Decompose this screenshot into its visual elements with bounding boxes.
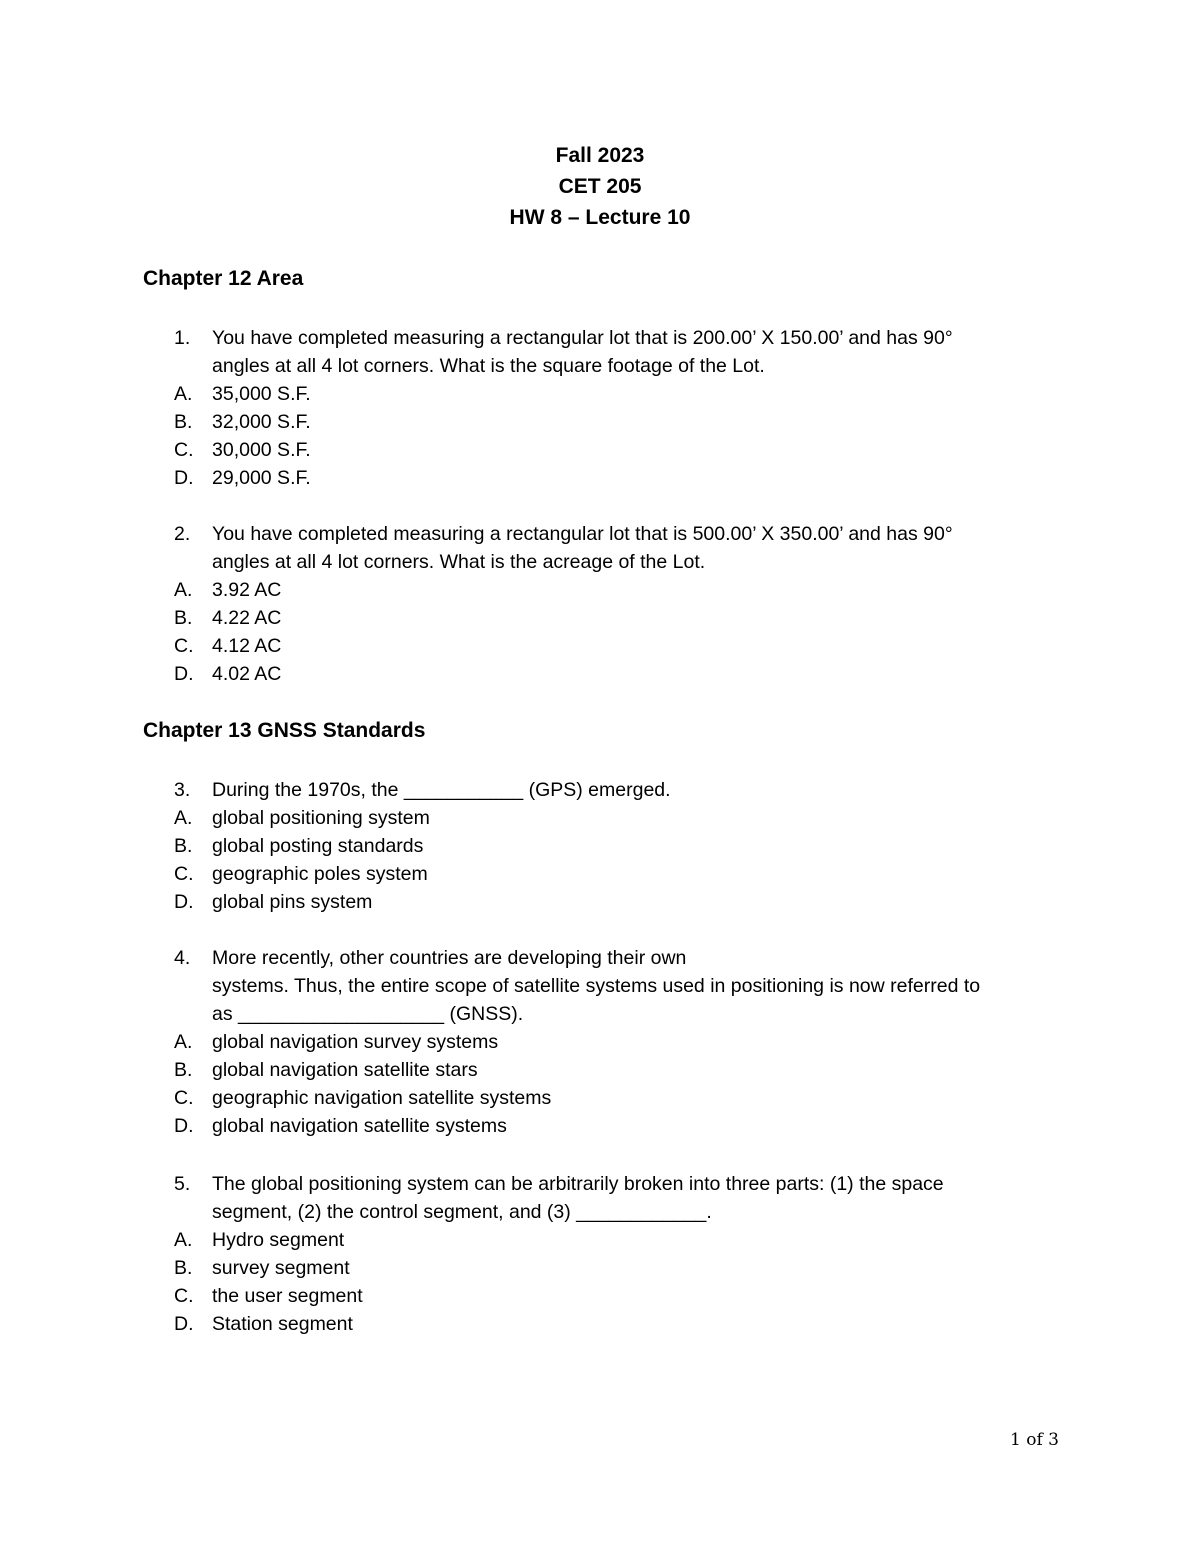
question-line: [174, 1170, 1074, 1198]
answer-option: [174, 888, 1074, 916]
answer-option: [174, 1254, 1074, 1282]
chapter-12-heading: Chapter 12 Area: [143, 267, 304, 290]
option-text: global pins system: [212, 891, 373, 913]
question-text: You have completed measuring a rectangular lot that is 500.00’ X 350.00’ and has 90°: [212, 523, 953, 545]
option-letter: A.: [174, 1229, 193, 1251]
option-text: 3.92 AC: [212, 579, 282, 601]
question-text: During the 1970s, the ___________ (GPS) emerged.: [212, 779, 671, 801]
answer-option: [174, 408, 1074, 436]
question-number: 5.: [174, 1173, 191, 1195]
option-letter: C.: [174, 1285, 194, 1307]
answer-option: [174, 860, 1074, 888]
answer-option: [174, 1282, 1074, 1310]
option-text: 32,000 S.F.: [212, 411, 311, 433]
question-line: [174, 944, 1074, 972]
option-letter: A.: [174, 807, 193, 829]
question-5: [174, 1170, 1074, 1338]
option-text: survey segment: [212, 1257, 350, 1279]
question-2: [174, 520, 1074, 688]
option-letter: B.: [174, 1059, 193, 1081]
question-text: More recently, other countries are developing their own: [212, 947, 687, 969]
question-line: [174, 1000, 1074, 1028]
question-line: [174, 776, 1074, 804]
option-text: 30,000 S.F.: [212, 439, 311, 461]
answer-option: [174, 1112, 1074, 1140]
answer-option: [174, 464, 1074, 492]
option-letter: D.: [174, 1313, 194, 1335]
question-line: [174, 352, 1074, 380]
option-text: global navigation survey systems: [212, 1031, 499, 1053]
option-text: global navigation satellite systems: [212, 1115, 507, 1137]
question-number: 3.: [174, 779, 191, 801]
question-line: [174, 324, 1074, 352]
option-text: global navigation satellite stars: [212, 1059, 478, 1081]
question-text: You have completed measuring a rectangular lot that is 200.00’ X 150.00’ and has 90°: [212, 327, 953, 349]
option-letter: C.: [174, 439, 194, 461]
option-letter: C.: [174, 863, 194, 885]
option-letter: C.: [174, 1087, 194, 1109]
question-line: [174, 1198, 1074, 1226]
option-letter: D.: [174, 663, 194, 685]
option-letter: C.: [174, 635, 194, 657]
option-text: global positioning system: [212, 807, 430, 829]
answer-option: [174, 660, 1074, 688]
question-text: segment, (2) the control segment, and (3) ____________.: [212, 1201, 712, 1223]
question-number: 4.: [174, 947, 191, 969]
question-text: systems. Thus, the entire scope of satellite systems used in positioning is now referred to: [212, 975, 981, 997]
assignment-label: HW 8 – Lecture 10: [509, 206, 691, 229]
option-text: 4.12 AC: [212, 635, 282, 657]
option-text: geographic poles system: [212, 863, 428, 885]
term-label: Fall 2023: [555, 144, 645, 167]
question-text: as ___________________ (GNSS).: [212, 1003, 524, 1025]
option-text: the user segment: [212, 1285, 363, 1307]
answer-option: [174, 1310, 1074, 1338]
answer-option: [174, 1084, 1074, 1112]
option-text: global posting standards: [212, 835, 424, 857]
answer-option: [174, 632, 1074, 660]
option-letter: B.: [174, 835, 193, 857]
option-letter: D.: [174, 467, 194, 489]
course-label: CET 205: [558, 175, 642, 198]
question-line: [174, 548, 1074, 576]
option-letter: D.: [174, 891, 194, 913]
option-letter: A.: [174, 383, 193, 405]
question-number: 1.: [174, 327, 191, 349]
option-text: geographic navigation satellite systems: [212, 1087, 552, 1109]
option-letter: A.: [174, 1031, 193, 1053]
answer-option: [174, 576, 1074, 604]
page-number: 1 of 3: [1010, 1430, 1059, 1450]
option-letter: B.: [174, 1257, 193, 1279]
answer-option: [174, 1056, 1074, 1084]
option-letter: A.: [174, 579, 193, 601]
option-text: 29,000 S.F.: [212, 467, 311, 489]
option-letter: B.: [174, 607, 193, 629]
option-letter: D.: [174, 1115, 194, 1137]
chapter-13-heading: Chapter 13 GNSS Standards: [143, 719, 426, 742]
question-line: [174, 972, 1074, 1000]
question-text: angles at all 4 lot corners. What is the acreage of the Lot.: [212, 551, 706, 573]
answer-option: [174, 832, 1074, 860]
option-letter: B.: [174, 411, 193, 433]
question-text: angles at all 4 lot corners. What is the square footage of the Lot.: [212, 355, 765, 377]
document-header: [0, 140, 1200, 233]
question-1: [174, 324, 1074, 492]
option-text: Hydro segment: [212, 1229, 345, 1251]
question-number: 2.: [174, 523, 191, 545]
question-3: [174, 776, 1074, 916]
question-4: [174, 944, 1074, 1140]
answer-option: [174, 1028, 1074, 1056]
answer-option: [174, 380, 1074, 408]
option-text: 4.22 AC: [212, 607, 282, 629]
answer-option: [174, 436, 1074, 464]
option-text: 35,000 S.F.: [212, 383, 311, 405]
answer-option: [174, 604, 1074, 632]
question-text: The global positioning system can be arbitrarily broken into three parts: (1) the space: [212, 1173, 944, 1195]
answer-option: [174, 804, 1074, 832]
answer-option: [174, 1226, 1074, 1254]
option-text: 4.02 AC: [212, 663, 282, 685]
question-line: [174, 520, 1074, 548]
option-text: Station segment: [212, 1313, 353, 1335]
